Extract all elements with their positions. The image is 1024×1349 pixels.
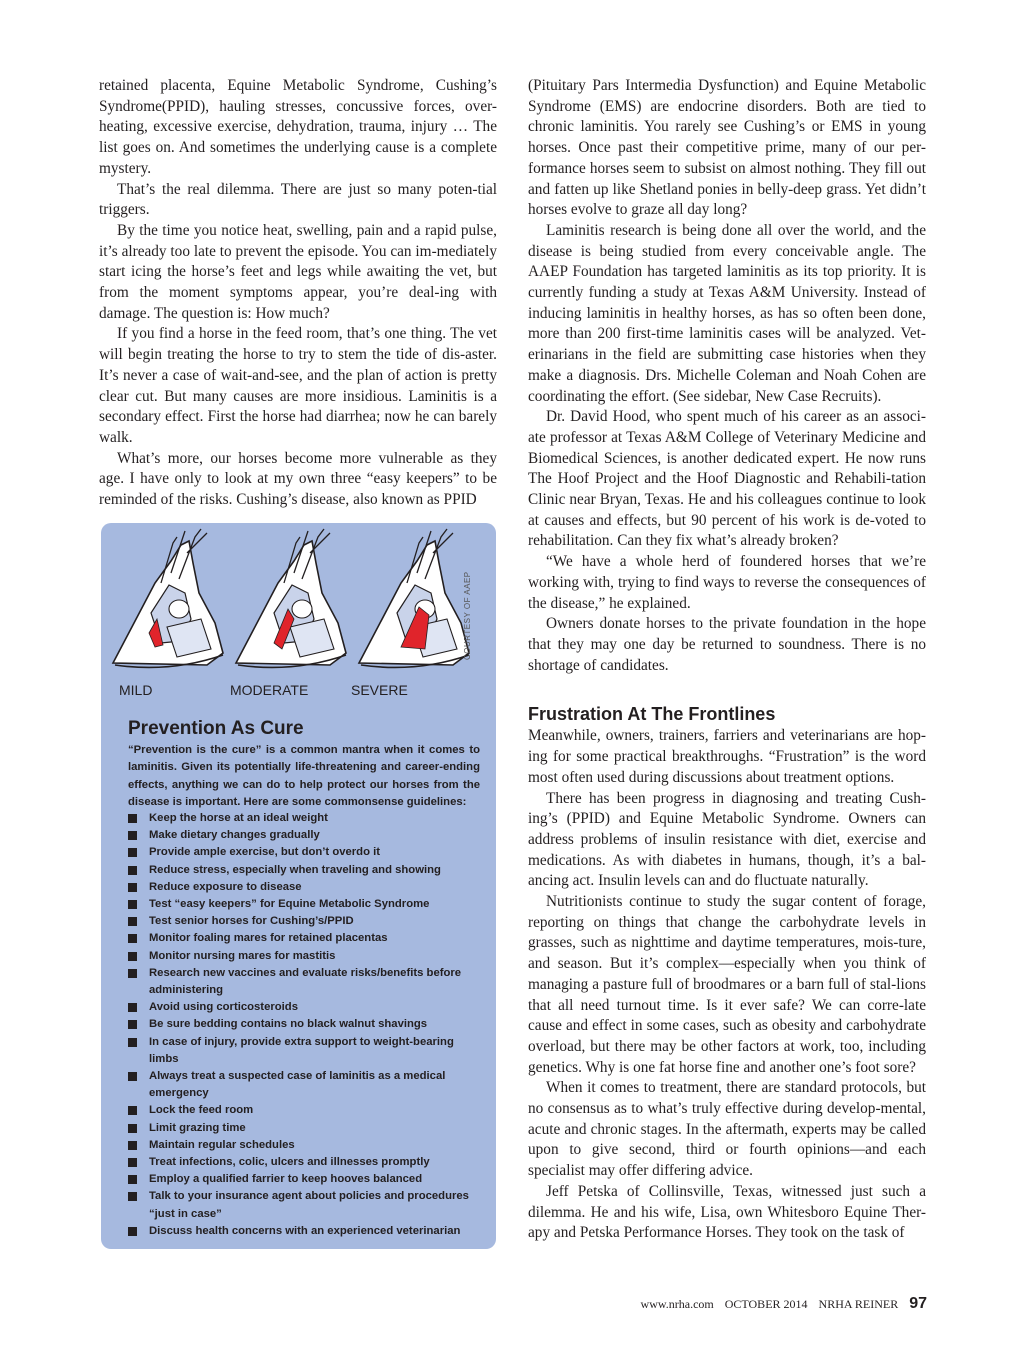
square-bullet-icon (128, 1072, 137, 1081)
guideline-text: Discuss health concerns with an experienced veterinarian (149, 1224, 461, 1237)
square-bullet-icon (128, 1227, 137, 1236)
square-bullet-icon (128, 814, 137, 823)
page-footer (641, 1295, 927, 1313)
right-column-paragraph: Dr. David Hood, who spent much of his career as an associ-ate professor at Texas A&M College of Veterinary Medicine and Biomedical Sciences, is another dedicated expert. He now runs The Hoof Project and the Hoof Diagnostic and Rehabili-tation Clinic near Bryan, Texas. He and his colleagues continue to look at causes and effects, but 90 percent of his work is de-voted to rehabilitation. Can they fix what’s already broken? (528, 408, 926, 550)
guideline-item (126, 1154, 478, 1171)
square-bullet-icon (128, 969, 137, 978)
sidebar-intro: “Prevention is the cure” is a common mantra when it comes to laminitis. Given its potentially life-threatening and career-ending effects, anything we can do to help protect our horses from the disease is important. Here are some commonsense guidelines: (128, 744, 480, 808)
guideline-item (126, 1016, 478, 1033)
guideline-text: Lock the feed room (149, 1104, 254, 1117)
square-bullet-icon (128, 1020, 137, 1029)
right-column-paragraph: Owners donate horses to the private foundation in the hope that they may one day be returned to soundness. There is no shortage of candidates. (528, 615, 926, 674)
guideline-text: Limit grazing time (149, 1121, 246, 1134)
guideline-item (126, 948, 478, 965)
section-body (528, 726, 926, 1244)
illustration-credit: COURTESY OF AAEP (463, 571, 472, 660)
square-bullet-icon (128, 1003, 137, 1012)
square-bullet-icon (128, 831, 137, 840)
guideline-text: Talk to your insurance agent about policies and procedures “just in case” (149, 1190, 469, 1220)
guideline-text: Employ a qualified farrier to keep hooves balanced (149, 1173, 423, 1186)
square-bullet-icon (128, 866, 137, 875)
square-bullet-icon (128, 848, 137, 857)
guideline-text: Maintain regular schedules (149, 1138, 295, 1151)
guideline-item (126, 1120, 478, 1137)
guideline-text: Test senior horses for Cushing’s/PPID (149, 915, 354, 928)
section-paragraph: Meanwhile, owners, trainers, farriers and veterinarians are hop-ing for some practical breakthroughs. “Frustration” is the word most often used during discussions about treatment options. (528, 727, 926, 786)
right-column-body (528, 76, 926, 676)
guideline-text: Always treat a suspected case of laminitis as a medical emergency (149, 1070, 446, 1100)
left-column-paragraph: What’s more, our horses become more vulnerable as they age. I have only to look at my own three “easy keepers” to be reminded of the risks. Cushing’s disease, also known as PPID (99, 449, 497, 509)
guideline-text: Treat infections, colic, ulcers and illnesses promptly (149, 1156, 430, 1169)
square-bullet-icon (128, 883, 137, 892)
guideline-item (126, 862, 478, 879)
square-bullet-icon (128, 934, 137, 943)
page-number: 97 (909, 1295, 927, 1312)
guideline-item (126, 896, 478, 913)
guideline-text: In case of injury, provide extra support to weight-bearing limbs (149, 1035, 454, 1065)
hoof-diagram (236, 529, 346, 667)
square-bullet-icon (128, 1175, 137, 1184)
guideline-text: Make dietary changes gradually (149, 829, 320, 842)
guideline-text: Keep the horse at an ideal weight (149, 812, 328, 824)
guideline-item (126, 844, 478, 861)
label-mild: MILD (119, 682, 153, 698)
guideline-text: Test “easy keepers” for Equine Metabolic Syndrome (149, 898, 430, 911)
square-bullet-icon (128, 1158, 137, 1167)
footer-url: www.nrha.com (640, 1297, 714, 1311)
right-column (528, 76, 926, 1244)
square-bullet-icon (128, 1106, 137, 1115)
square-bullet-icon (128, 952, 137, 961)
guideline-item (126, 1188, 478, 1222)
section-paragraph: Nutritionists continue to study the sugar content of forage, reporting on things that change the carbohydrate levels in grasses, such as nighttime and daytime temperatures, mois-ture, and season. But it’s complex—especially when you think of managing a pasture full of broodmares or a barn full of stal-lions that all need turnout time. Is it ever safe? We can corre-late cause and effect in some cases, such as obesity and carbohydrate overload, but there may be other factors at work, too, including genetics. Why is one fat horse fine and another one’s foot sore? (528, 893, 926, 1076)
left-column (99, 76, 497, 511)
guideline-item (126, 913, 478, 930)
guideline-item (126, 1034, 478, 1068)
section-heading: Frustration At The Frontlines (528, 704, 776, 725)
guideline-text: Monitor nursing mares for mastitis (149, 949, 336, 962)
guideline-item (126, 827, 478, 844)
guideline-item (126, 810, 478, 827)
left-column-paragraph: retained placenta, Equine Metabolic Syndrome, Cushing’s Syndrome(PPID), hauling stresses, concussive forces, over-heating, excessive exercise, dehydration, trauma, injury … The list goes on. And sometimes the underlying cause is a complete mystery. (99, 77, 497, 177)
guideline-item (126, 1223, 478, 1240)
guideline-text: Monitor foaling mares for retained placentas (149, 932, 388, 945)
square-bullet-icon (128, 917, 137, 926)
section-paragraph: There has been progress in diagnosing and treating Cush-ing’s (PPID) and Equine Metabolic Syndrome. Owners can address problems of insulin resistance with diet, exercise and medications. As with diabetes in humans, though, it’s a bal-ancing act. Insulin levels can and do fluctuate naturally. (528, 789, 926, 890)
square-bullet-icon (128, 1141, 137, 1150)
guideline-item (126, 965, 478, 999)
section-paragraph: When it comes to treatment, there are standard protocols, but no consensus as to what’s truly effective during develop-mental, acute and chronic stages. In the aftermath, experts may be called upon to give second, third or fourth opinions—and each specialist may offer differing advice. (528, 1079, 926, 1180)
square-bullet-icon (128, 1124, 137, 1133)
guideline-text: Be sure bedding contains no black walnut shavings (149, 1018, 428, 1031)
left-column-paragraph: If you find a horse in the feed room, that’s one thing. The vet will begin treating the horse to try to stem the tide of dis-aster. It’s never a case of wait-and-see, and the plan of action is pretty clear cut. But many causes are more insidious. Laminitis is a secondary effect. First the horse had diarrhea; now he can barely walk. (99, 325, 497, 446)
guideline-item (126, 999, 478, 1016)
guideline-item (126, 879, 478, 896)
guideline-text: Reduce stress, especially when traveling and showing (149, 863, 441, 876)
label-moderate: MODERATE (230, 682, 309, 698)
sidebar-title: Prevention As Cure (128, 718, 304, 739)
square-bullet-icon (128, 1192, 137, 1201)
square-bullet-icon (128, 1038, 137, 1047)
guideline-text: Avoid using corticosteroids (149, 1001, 298, 1014)
right-column-paragraph: “We have a whole herd of foundered horses that we’re working with, trying to find ways to reverse the consequences of the disease,” he explained. (528, 553, 926, 612)
laminitis-hooves-svg (101, 523, 496, 673)
guideline-item (126, 1102, 478, 1119)
footer-date: OCTOBER 2014 (724, 1297, 808, 1311)
hoof-illustration (101, 523, 496, 673)
guidelines-list (126, 810, 478, 1240)
right-column-paragraph: (Pituitary Pars Intermedia Dysfunction) and Equine Metabolic Syndrome (EMS) are endocrine disorders. Both are tied to chronic laminitis. You rarely see Cushing’s or EMS in young horses. Once past their competitive prime, many of our per-formance horses seem to subsist on almost nothing. They fill out and fatten up like Shetland ponies in belly-deep grass. Yet didn’t horses evolve to graze all day long? (528, 77, 926, 219)
label-severe: SEVERE (351, 682, 408, 698)
square-bullet-icon (128, 900, 137, 909)
guideline-text: Research new vaccines and evaluate risks/benefits before administering (149, 966, 462, 997)
hoof-diagram (113, 529, 223, 667)
guideline-text: Reduce exposure to disease (149, 880, 302, 893)
footer-publication: NRHA REINER (818, 1297, 899, 1311)
guideline-item (126, 1171, 478, 1188)
guideline-item (126, 1068, 478, 1102)
guideline-item (126, 1137, 478, 1154)
hoof-diagram (359, 529, 469, 667)
section-paragraph: Jeff Petska of Collinsville, Texas, witnessed just such a dilemma. He and his wife, Lisa, own Whitesboro Equine Ther-apy and Petska Performance Horses. They took on the task of (528, 1182, 926, 1242)
right-column-paragraph: Laminitis research is being done all over the world, and the disease is being studied from every conceivable angle. The AAEP Foundation has targeted laminitis as its top priority. It is currently funding a study at Texas A&M University. Instead of inducing laminitis in healthy horses, as has so often been done, more than 200 first-time laminitis cases will be analyzed. Vet-erinarians in the field are submitting case histories when they make a diagnosis. Drs. Michelle Coleman and Noah Cohen are coordinating the effort. (See sidebar, New Case Recruits). (528, 221, 926, 405)
left-column-paragraph: By the time you notice heat, swelling, pain and a rapid pulse, it’s already too late to prevent the episode. You can im-mediately start icing the horse’s feet and legs while awaiting the vet, but from the moment symptoms appear, you’re deal-ing with damage. The question is: How much? (99, 221, 497, 322)
left-column-paragraph: That’s the real dilemma. There are just so many poten-tial triggers. (99, 180, 497, 219)
guideline-text: Provide ample exercise, but don’t overdo it (149, 846, 381, 859)
guideline-item (126, 930, 478, 947)
